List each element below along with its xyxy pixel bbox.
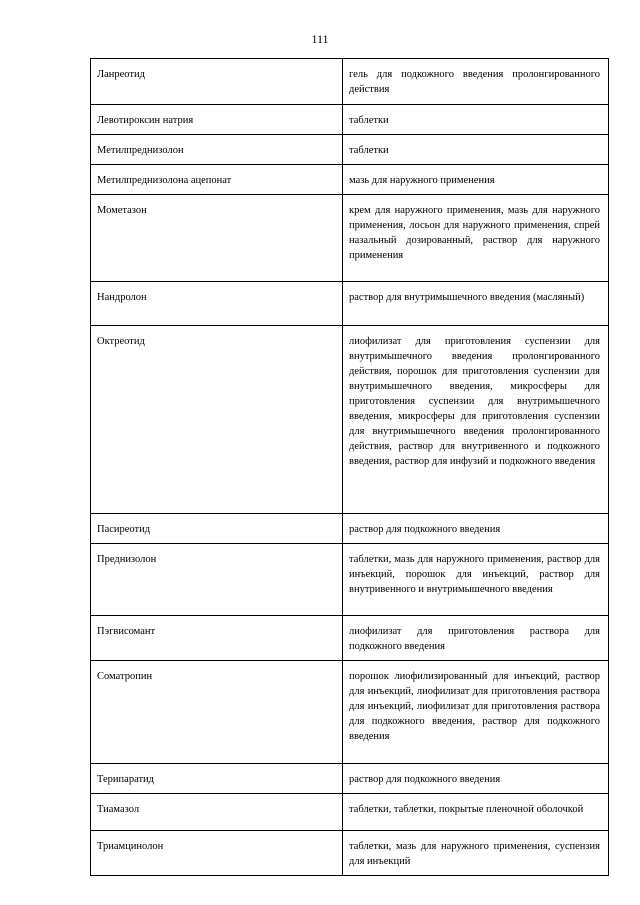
drug-name-cell: Метилпреднизолона ацепонат bbox=[91, 165, 343, 195]
dosage-form-cell: таблетки bbox=[343, 135, 609, 165]
dosage-form-cell: крем для наружного применения, мазь для наружного применения, лосьон для наружного применения, спрей назальный дозированный, раствор для наружного применения bbox=[343, 195, 609, 282]
dosage-form-cell: таблетки bbox=[343, 105, 609, 135]
drug-name-cell: Мометазон bbox=[91, 195, 343, 282]
dosage-form-cell: раствор для подкожного введения bbox=[343, 764, 609, 794]
dosage-form-cell: лиофилизат для приготовления раствора для подкожного введения bbox=[343, 616, 609, 661]
drug-name-cell: Метилпреднизолон bbox=[91, 135, 343, 165]
drug-name-cell: Пасиреотид bbox=[91, 514, 343, 544]
drug-name-cell: Октреотид bbox=[91, 326, 343, 514]
table-row bbox=[91, 195, 609, 282]
drug-name-cell: Триамцинолон bbox=[91, 831, 343, 876]
table-row bbox=[91, 794, 609, 831]
table-row bbox=[91, 59, 609, 105]
drug-name-cell: Преднизолон bbox=[91, 544, 343, 616]
dosage-form-cell: таблетки, мазь для наружного применения, суспензия для инъекций bbox=[343, 831, 609, 876]
table-row bbox=[91, 105, 609, 135]
table-row bbox=[91, 326, 609, 514]
table-row bbox=[91, 616, 609, 661]
table-row bbox=[91, 135, 609, 165]
table-row bbox=[91, 282, 609, 326]
table-row bbox=[91, 514, 609, 544]
page-number: 111 bbox=[311, 32, 329, 46]
drug-name-cell: Тиамазол bbox=[91, 794, 343, 831]
drug-table bbox=[90, 58, 609, 876]
drug-name-cell: Соматропин bbox=[91, 661, 343, 764]
dosage-form-cell: мазь для наружного применения bbox=[343, 165, 609, 195]
dosage-form-cell: таблетки, таблетки, покрытые пленочной оболочкой bbox=[343, 794, 609, 831]
drug-name-cell: Нандролон bbox=[91, 282, 343, 326]
table-row bbox=[91, 764, 609, 794]
dosage-form-cell: раствор для подкожного введения bbox=[343, 514, 609, 544]
table-row bbox=[91, 831, 609, 876]
dosage-form-cell: таблетки, мазь для наружного применения, раствор для инъекций, порошок для инъекций, раствор для внутривенного и внутримышечного введения bbox=[343, 544, 609, 616]
dosage-form-cell: раствор для внутримышечного введения (масляный) bbox=[343, 282, 609, 326]
drug-name-cell: Терипаратид bbox=[91, 764, 343, 794]
dosage-form-cell: лиофилизат для приготовления суспензии для внутримышечного введения пролонгированного действия, порошок для приготовления суспензии для внутримышечного введения, микросферы для приготовления суспензии для внутримышечного введения, микросферы для приготовления суспензии для внутримышечного введения пролонгированного действия, раствор для внутривенного и подкожного введения, раствор для инфузий и подкожного введения bbox=[343, 326, 609, 514]
drug-name-cell: Пэгвисомант bbox=[91, 616, 343, 661]
dosage-form-cell: порошок лиофилизированный для инъекций, раствор для инъекций, лиофилизат для приготовления раствора для инъекций, лиофилизат для приготовления раствора для подкожного введения, раствор для подкожного введения bbox=[343, 661, 609, 764]
table-row bbox=[91, 544, 609, 616]
drug-name-cell: Ланреотид bbox=[91, 59, 343, 105]
drug-name-cell: Левотироксин натрия bbox=[91, 105, 343, 135]
table-row bbox=[91, 165, 609, 195]
dosage-form-cell: гель для подкожного введения пролонгированного действия bbox=[343, 59, 609, 105]
table-row bbox=[91, 661, 609, 764]
